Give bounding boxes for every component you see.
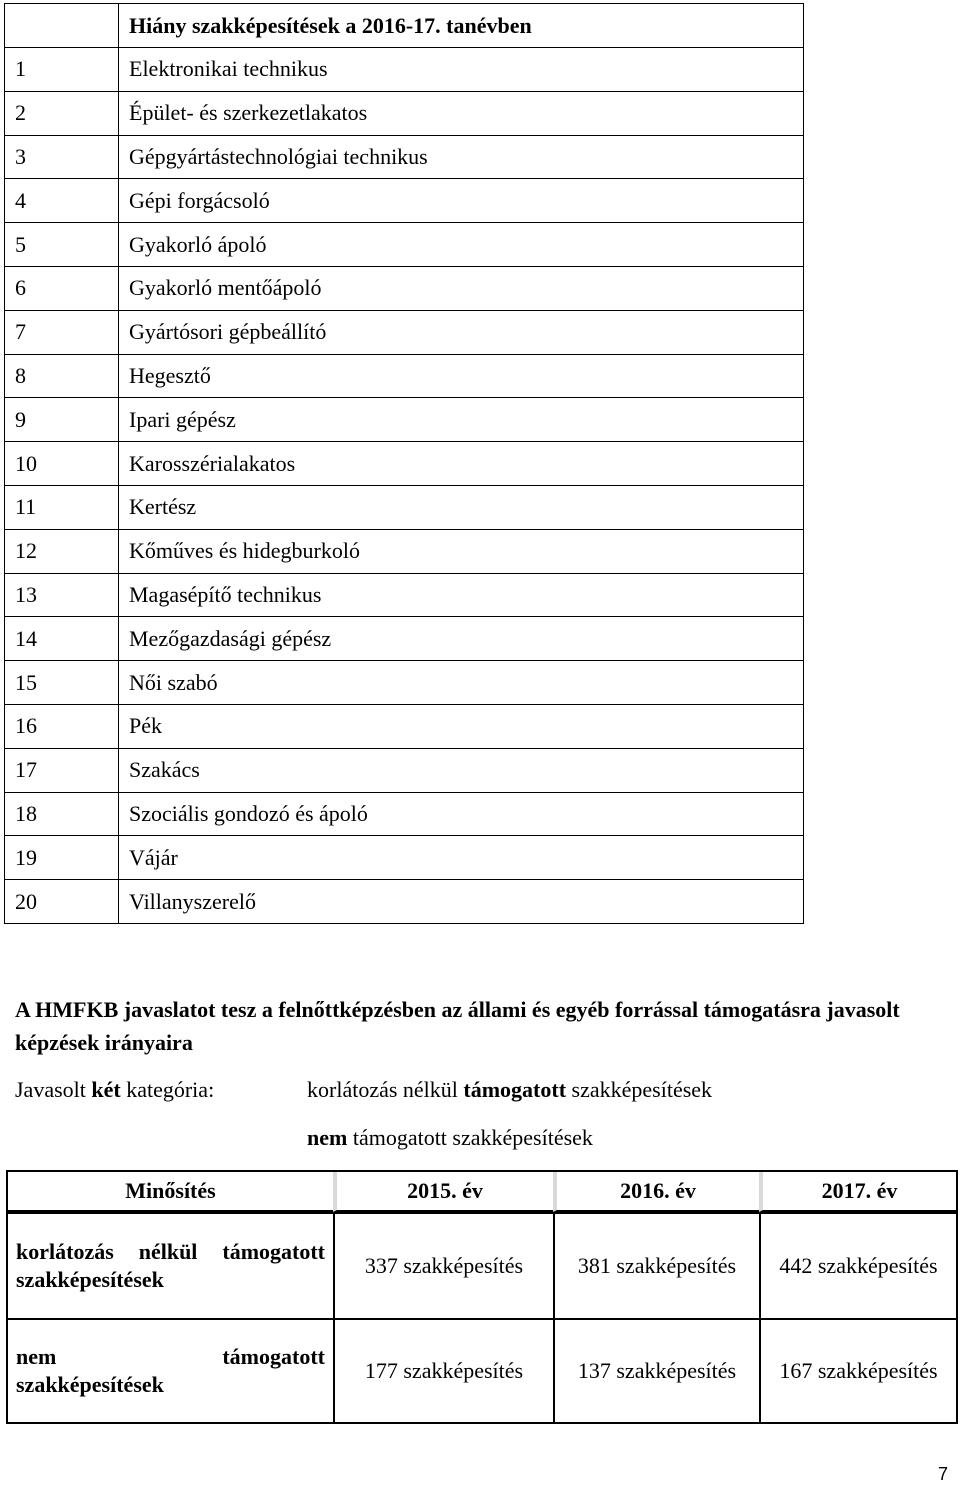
- shortage-row: [5, 573, 804, 617]
- shortage-row-number: 3: [5, 135, 119, 179]
- shortage-row: [5, 836, 804, 880]
- shortage-row: [5, 529, 804, 573]
- rating-row-label-line2: szakképesítések: [16, 1267, 164, 1292]
- category-supported: [307, 1077, 712, 1103]
- shortage-row-name: Elektronikai technikus: [119, 48, 804, 92]
- shortage-title: Hiány szakképesítések a 2016-17. tanévben: [119, 4, 804, 48]
- shortage-row-number: 15: [5, 661, 119, 705]
- rating-cell-2017: 442 szakképesítés: [759, 1212, 956, 1318]
- shortage-row: [5, 91, 804, 135]
- category-unsupported: [307, 1125, 593, 1151]
- shortage-row-number: 14: [5, 617, 119, 661]
- shortage-body: [5, 48, 804, 924]
- shortage-header-blank: [5, 4, 119, 48]
- rating-header-2017: 2017. év: [759, 1172, 956, 1212]
- shortage-row-number: 12: [5, 529, 119, 573]
- category-label-post: kategória:: [120, 1077, 215, 1102]
- shortage-row-number: 8: [5, 354, 119, 398]
- shortage-row-number: 20: [5, 880, 119, 924]
- shortage-row-number: 4: [5, 179, 119, 223]
- shortage-row-name: Pék: [119, 704, 804, 748]
- shortage-row: [5, 354, 804, 398]
- shortage-row: [5, 48, 804, 92]
- shortage-row-name: Hegesztő: [119, 354, 804, 398]
- rating-cell-2017: 167 szakképesítés: [759, 1318, 956, 1422]
- rating-table: [6, 1170, 958, 1424]
- shortage-row-name: Ipari gépész: [119, 398, 804, 442]
- shortage-row: [5, 880, 804, 924]
- rating-row-label-line1: korlátozás nélkül támogatott: [16, 1239, 325, 1264]
- shortage-row-name: Vájár: [119, 836, 804, 880]
- shortage-row-number: 16: [5, 704, 119, 748]
- category-label-pre: Javasolt: [15, 1077, 92, 1102]
- shortage-row: [5, 704, 804, 748]
- shortage-row: [5, 485, 804, 529]
- shortage-row-name: Karosszérialakatos: [119, 442, 804, 486]
- shortage-row-number: 17: [5, 748, 119, 792]
- shortage-row-number: 18: [5, 792, 119, 836]
- category-label-bold: két: [91, 1077, 121, 1102]
- shortage-row-name: Mezőgazdasági gépész: [119, 617, 804, 661]
- shortage-row-name: Gépi forgácsoló: [119, 179, 804, 223]
- category-supported-pre: korlátozás nélkül: [307, 1077, 464, 1102]
- rating-header-row: [8, 1172, 956, 1212]
- shortage-row-number: 9: [5, 398, 119, 442]
- shortage-row-name: Gépgyártástechnológiai technikus: [119, 135, 804, 179]
- shortage-row: [5, 310, 804, 354]
- shortage-row-number: 2: [5, 91, 119, 135]
- shortage-row-name: Villanyszerelő: [119, 880, 804, 924]
- shortage-row-name: Gyártósori gépbeállító: [119, 310, 804, 354]
- shortage-row-name: Épület- és szerkezetlakatos: [119, 91, 804, 135]
- category-label: [15, 1077, 214, 1103]
- rating-row-supported: [8, 1212, 956, 1318]
- shortage-row-name: Magasépítő technikus: [119, 573, 804, 617]
- shortage-row: [5, 223, 804, 267]
- shortage-row-number: 13: [5, 573, 119, 617]
- category-supported-post: szakképesítések: [566, 1077, 713, 1102]
- shortage-row-name: Női szabó: [119, 661, 804, 705]
- shortage-row: [5, 661, 804, 705]
- rating-cell-2016: 381 szakképesítés: [553, 1212, 759, 1318]
- shortage-row: [5, 135, 804, 179]
- shortage-header-row: [5, 4, 804, 48]
- shortage-row: [5, 748, 804, 792]
- rating-row-label-line2: szakképesítések: [16, 1372, 164, 1397]
- shortage-row: [5, 617, 804, 661]
- rating-row-unsupported: [8, 1318, 956, 1422]
- rating-header-minosites: Minősítés: [8, 1172, 333, 1212]
- shortage-row: [5, 266, 804, 310]
- shortage-row-name: Kőműves és hidegburkoló: [119, 529, 804, 573]
- rating-cell-2015: 177 szakképesítés: [333, 1318, 553, 1422]
- proposal-heading: A HMFKB javaslatot tesz a felnőttképzésben az állami és egyéb forrással támogatásra javasolt képzések irányaira: [15, 997, 900, 1055]
- shortage-row-name: Kertész: [119, 485, 804, 529]
- shortage-table: [4, 3, 804, 924]
- rating-header-2015: 2015. év: [333, 1172, 553, 1212]
- rating-row-label: [8, 1212, 333, 1318]
- rating-header-2016: 2016. év: [553, 1172, 759, 1212]
- rating-cell-2015: 337 szakképesítés: [333, 1212, 553, 1318]
- page-number: 7: [937, 1464, 948, 1484]
- category-unsupported-bold: nem: [307, 1125, 348, 1150]
- shortage-row-number: 6: [5, 266, 119, 310]
- shortage-row-number: 19: [5, 836, 119, 880]
- shortage-row-name: Gyakorló mentőápoló: [119, 266, 804, 310]
- shortage-row-number: 5: [5, 223, 119, 267]
- shortage-row: [5, 398, 804, 442]
- shortage-row-number: 1: [5, 48, 119, 92]
- shortage-row: [5, 442, 804, 486]
- category-supported-bold: támogatott: [463, 1077, 567, 1102]
- rating-row-label-line1: nem támogatott: [16, 1344, 325, 1369]
- shortage-row-name: Gyakorló ápoló: [119, 223, 804, 267]
- shortage-row-name: Szociális gondozó és ápoló: [119, 792, 804, 836]
- shortage-row-number: 7: [5, 310, 119, 354]
- rating-cell-2016: 137 szakképesítés: [553, 1318, 759, 1422]
- shortage-row-number: 11: [5, 485, 119, 529]
- shortage-row-number: 10: [5, 442, 119, 486]
- shortage-row: [5, 179, 804, 223]
- shortage-row-name: Szakács: [119, 748, 804, 792]
- category-unsupported-post: támogatott szakképesítések: [347, 1125, 593, 1150]
- rating-row-label: [8, 1318, 333, 1422]
- shortage-row: [5, 792, 804, 836]
